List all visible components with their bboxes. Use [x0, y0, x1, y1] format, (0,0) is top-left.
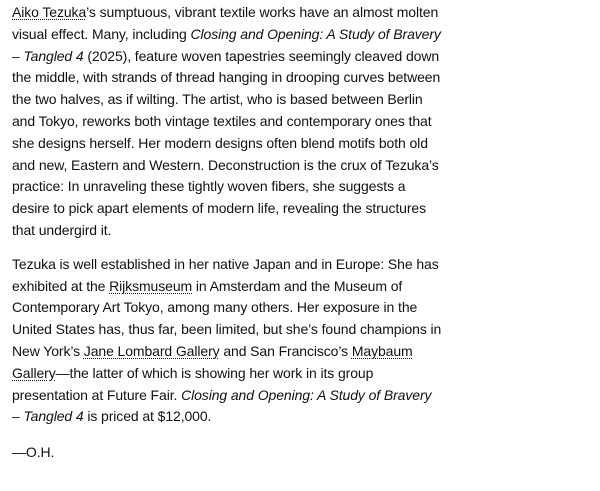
artwork-title: Closing and Opening: A Study of Bravery – Tangled 4 [12, 25, 441, 64]
maybaum-gallery-link[interactable]: Maybaum Gallery [12, 342, 413, 381]
paragraph-2-text-5: is priced at $12,000. [83, 408, 212, 425]
artist-link[interactable]: Aiko Tezuka [12, 4, 87, 20]
paragraph-2-text-1: Tezuka is well established in her native Japan and in Europe: She has exhibited at the [12, 255, 439, 294]
paragraph-1 [12, 2, 442, 242]
paragraph-2-text-2: in Amsterdam and the Museum of Contemporary Art Tokyo, among many others. Her exposure in the United States has, thus far, been limited, but she’s found champions in New York’s [12, 277, 442, 359]
paragraph-2 [12, 254, 442, 428]
paragraph-1-text-1: ’s sumptuous, vibrant textile works have an almost molten visual effect. Many, including [12, 4, 439, 42]
author-signature: —O.H. [12, 444, 55, 461]
article-body [12, 2, 442, 476]
paragraph-1-text-2: (2025), feature woven tapestries seemingly cleaved down the middle, with strands of thread hanging in drooping curves between the two halves, as if wilting. The artist, who is based between Berlin and Tokyo, reworks both vintage textiles and contemporary ones that she designs herself. Her modern designs often blend motifs both old and new, Eastern and Western. Deconstruction is the crux of Tezuka’s practice: In unraveling these tightly woven fibers, she suggests a desire to pick apart elements of modern life, revealing the structures that undergird it. [12, 47, 441, 238]
paragraph-2-text-3: and San Francisco’s [219, 342, 352, 359]
jane-lombard-gallery-link[interactable]: Jane Lombard Gallery [83, 342, 220, 359]
paragraph-2-text-4: —the latter of which is showing her work in its group presentation at Future Fair. [12, 364, 374, 403]
artwork-title-2: Closing and Opening: A Study of Bravery – Tangled 4 [12, 386, 432, 425]
rijksmuseum-link[interactable]: Rijksmuseum [109, 277, 193, 294]
